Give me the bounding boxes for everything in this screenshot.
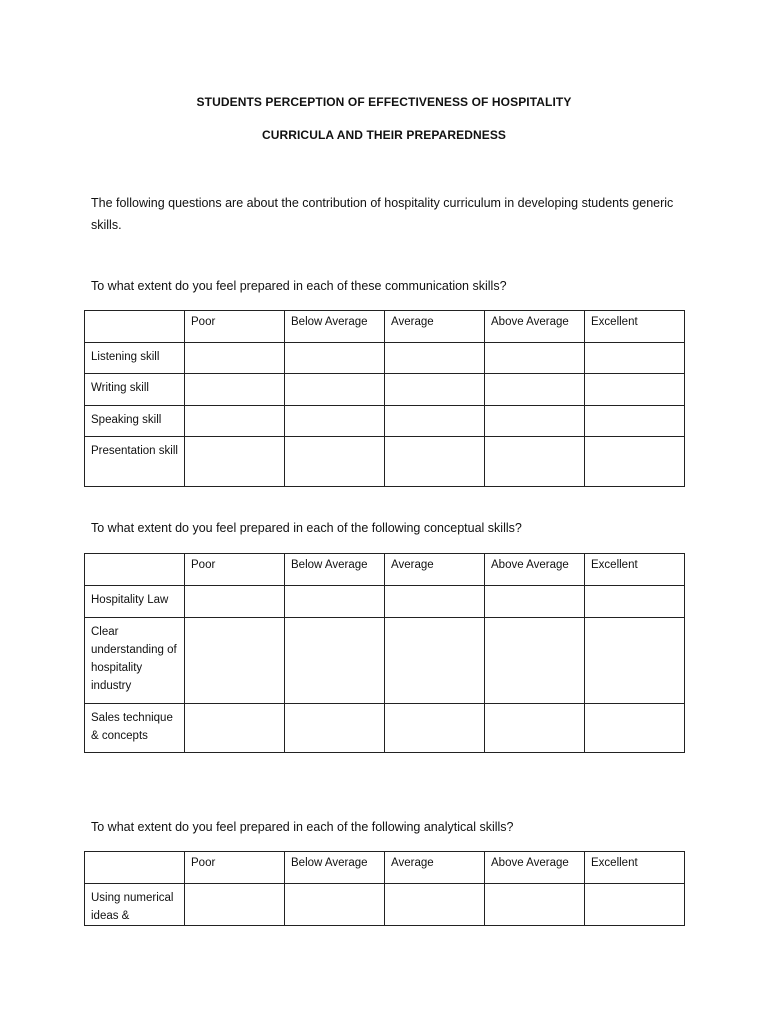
table-row — [85, 437, 685, 487]
row-label-speaking-skill: Speaking skill — [85, 406, 185, 437]
row-label-sales-technique: Sales technique & concepts — [85, 704, 185, 753]
rating-cell-above-average[interactable] — [485, 618, 585, 704]
row-label-presentation-skill: Presentation skill — [85, 437, 185, 487]
column-header-above-average: Above Average — [485, 554, 585, 586]
rating-cell-average[interactable] — [385, 406, 485, 437]
rating-cell-average[interactable] — [385, 374, 485, 406]
column-header-above-average: Above Average — [485, 852, 585, 884]
analytical-skills-table — [84, 851, 685, 926]
column-header-average: Average — [385, 311, 485, 343]
table-header-row — [85, 852, 685, 884]
rating-cell-excellent[interactable] — [585, 704, 685, 753]
rating-cell-average[interactable] — [385, 437, 485, 487]
table-row — [85, 704, 685, 753]
question-communication-skills: To what extent do you feel prepared in each of these communication skills? — [91, 279, 507, 293]
document-title-line-2: CURRICULA AND THEIR PREPAREDNESS — [261, 128, 507, 142]
rating-cell-excellent[interactable] — [585, 586, 685, 618]
question-analytical-skills: To what extent do you feel prepared in each of the following analytical skills? — [91, 820, 514, 834]
rating-cell-poor[interactable] — [185, 343, 285, 374]
table-row — [85, 618, 685, 704]
table-row — [85, 406, 685, 437]
rating-cell-average[interactable] — [385, 343, 485, 374]
column-header-below-average: Below Average — [285, 554, 385, 586]
rating-cell-below-average[interactable] — [285, 343, 385, 374]
table-row — [85, 586, 685, 618]
rating-cell-below-average[interactable] — [285, 374, 385, 406]
rating-cell-poor[interactable] — [185, 586, 285, 618]
column-header-below-average: Below Average — [285, 311, 385, 343]
column-header-below-average: Below Average — [285, 852, 385, 884]
column-header-poor: Poor — [185, 852, 285, 884]
rating-cell-below-average[interactable] — [285, 437, 385, 487]
rating-cell-poor[interactable] — [185, 374, 285, 406]
table-row — [85, 343, 685, 374]
rating-cell-above-average[interactable] — [485, 586, 585, 618]
corner-cell — [85, 311, 185, 343]
row-label-writing-skill: Writing skill — [85, 374, 185, 406]
row-label-hospitality-law: Hospitality Law — [85, 586, 185, 618]
row-label-using-numerical-ideas: Using numerical ideas & — [85, 884, 185, 926]
rating-cell-below-average[interactable] — [285, 884, 385, 926]
column-header-excellent: Excellent — [585, 852, 685, 884]
table-header-row — [85, 311, 685, 343]
rating-cell-above-average[interactable] — [485, 704, 585, 753]
rating-cell-above-average[interactable] — [485, 374, 585, 406]
table-header-row — [85, 554, 685, 586]
intro-paragraph: The following questions are about the contribution of hospitality curriculum in developing students generic skills. — [91, 196, 674, 232]
rating-cell-average[interactable] — [385, 884, 485, 926]
table-row — [85, 374, 685, 406]
document-title-line-1: STUDENTS PERCEPTION OF EFFECTIVENESS OF HOSPITALITY — [196, 95, 572, 109]
column-header-poor: Poor — [185, 554, 285, 586]
rating-cell-excellent[interactable] — [585, 618, 685, 704]
rating-cell-average[interactable] — [385, 586, 485, 618]
rating-cell-poor[interactable] — [185, 437, 285, 487]
column-header-poor: Poor — [185, 311, 285, 343]
rating-cell-below-average[interactable] — [285, 618, 385, 704]
rating-cell-excellent[interactable] — [585, 343, 685, 374]
row-label-listening-skill: Listening skill — [85, 343, 185, 374]
table-row — [85, 884, 685, 926]
column-header-excellent: Excellent — [585, 554, 685, 586]
rating-cell-above-average[interactable] — [485, 406, 585, 437]
column-header-above-average: Above Average — [485, 311, 585, 343]
rating-cell-below-average[interactable] — [285, 586, 385, 618]
corner-cell — [85, 554, 185, 586]
rating-cell-excellent[interactable] — [585, 374, 685, 406]
row-label-clear-understanding: Clear understanding of hospitality industry — [85, 618, 185, 704]
rating-cell-poor[interactable] — [185, 884, 285, 926]
rating-cell-average[interactable] — [385, 704, 485, 753]
rating-cell-above-average[interactable] — [485, 343, 585, 374]
column-header-average: Average — [385, 852, 485, 884]
column-header-average: Average — [385, 554, 485, 586]
column-header-excellent: Excellent — [585, 311, 685, 343]
rating-cell-excellent[interactable] — [585, 437, 685, 487]
corner-cell — [85, 852, 185, 884]
rating-cell-above-average[interactable] — [485, 884, 585, 926]
rating-cell-excellent[interactable] — [585, 406, 685, 437]
question-conceptual-skills: To what extent do you feel prepared in each of the following conceptual skills? — [91, 521, 522, 535]
rating-cell-below-average[interactable] — [285, 406, 385, 437]
rating-cell-excellent[interactable] — [585, 884, 685, 926]
rating-cell-average[interactable] — [385, 618, 485, 704]
rating-cell-poor[interactable] — [185, 704, 285, 753]
communication-skills-table — [84, 310, 685, 487]
conceptual-skills-table — [84, 553, 685, 753]
rating-cell-below-average[interactable] — [285, 704, 385, 753]
rating-cell-poor[interactable] — [185, 618, 285, 704]
rating-cell-poor[interactable] — [185, 406, 285, 437]
rating-cell-above-average[interactable] — [485, 437, 585, 487]
